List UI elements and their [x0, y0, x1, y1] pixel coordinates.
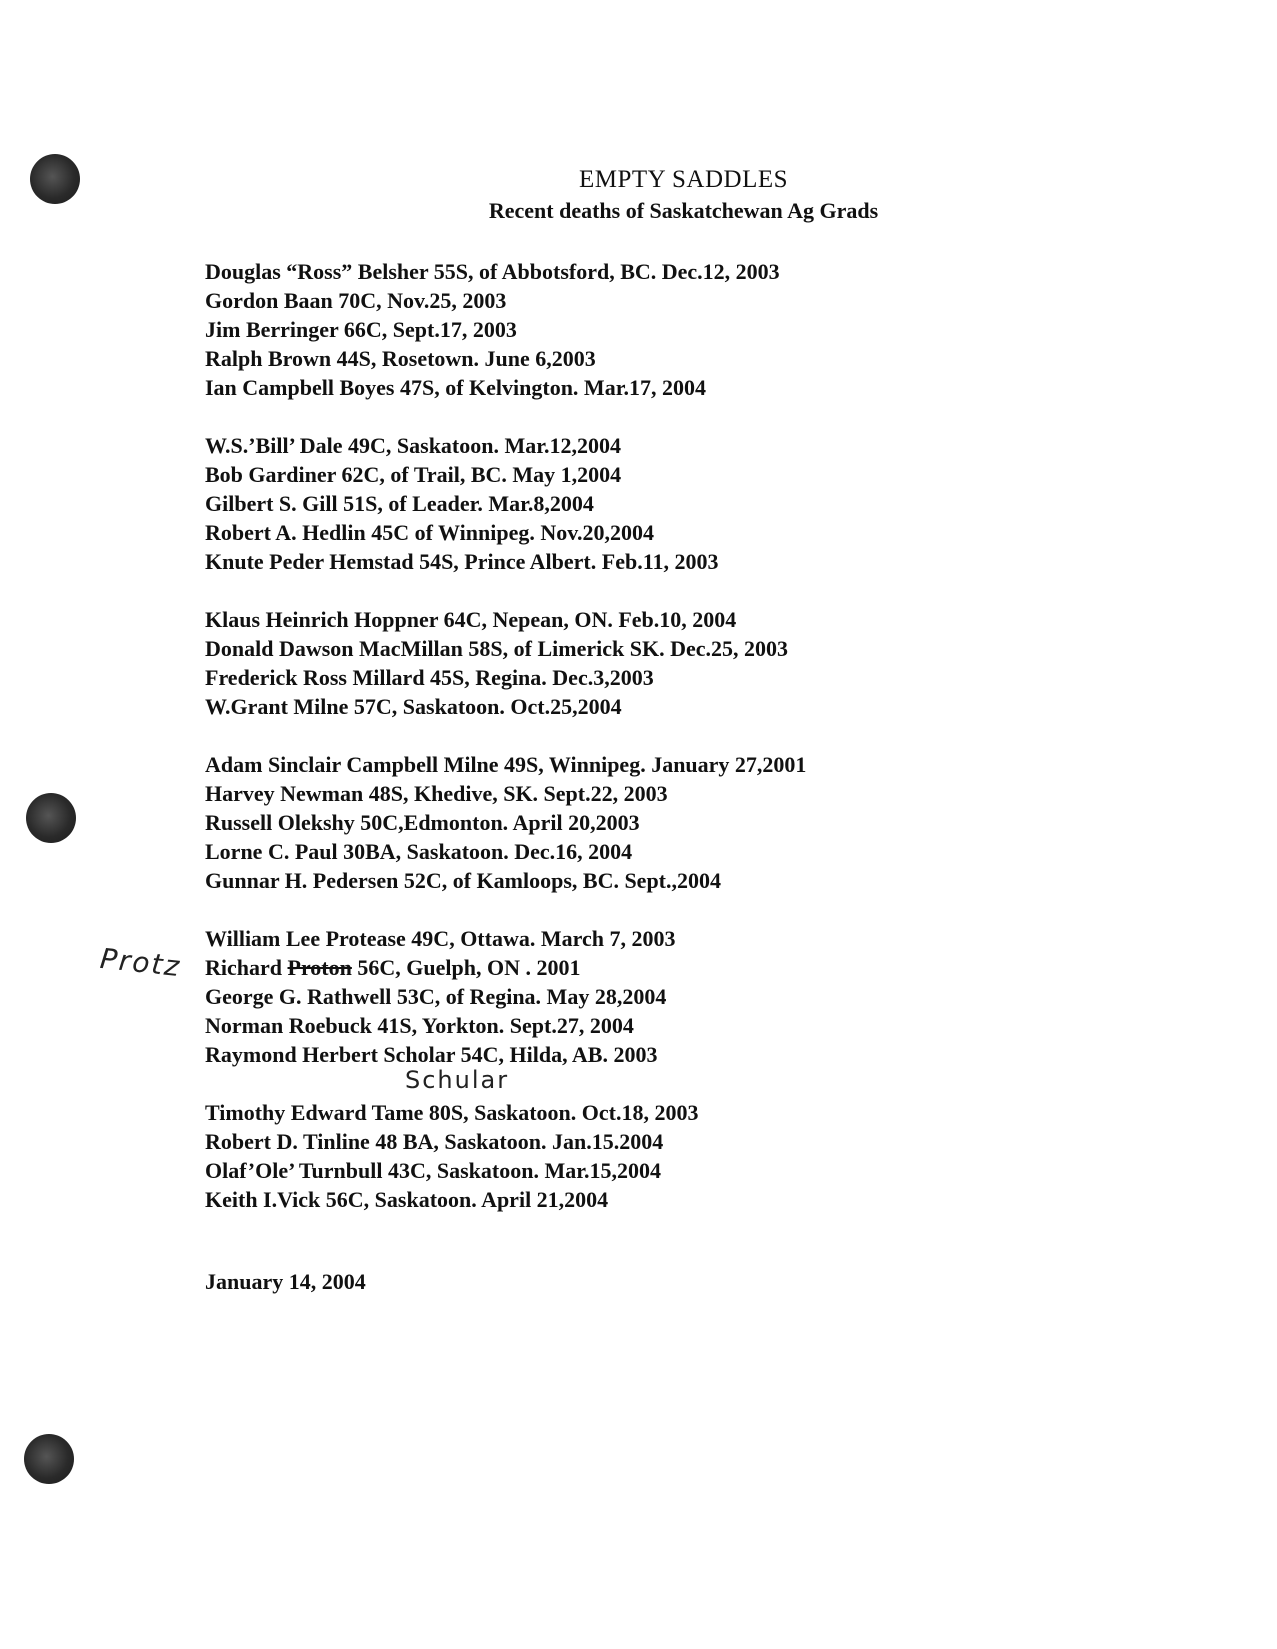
punch-hole — [24, 1434, 74, 1484]
list-item: Douglas “Ross” Belsher 55S, of Abbotsford, BC. Dec.12, 2003 — [205, 259, 780, 284]
entry-group — [205, 750, 1205, 895]
list-item: Adam Sinclair Campbell Milne 49S, Winnipeg. January 27,2001 — [205, 752, 807, 777]
list-item: Bob Gardiner 62C, of Trail, BC. May 1,2004 — [205, 462, 622, 487]
entry-group — [205, 605, 1205, 721]
punch-hole — [26, 793, 76, 843]
document-title: EMPTY SADDLES — [578, 166, 789, 193]
handwritten-margin-note: Protz — [98, 941, 183, 984]
list-item: Ralph Brown 44S, Rosetown. June 6,2003 — [205, 346, 596, 371]
entry-name-prefix: Richard — [205, 955, 288, 980]
list-item: Russell Olekshy 50C,Edmonton. April 20,2003 — [205, 810, 640, 835]
list-item: Olaf’Ole’ Turnbull 43C, Saskatoon. Mar.15,2004 — [205, 1158, 661, 1183]
list-item: Harvey Newman 48S, Khedive, SK. Sept.22, 2003 — [205, 781, 668, 806]
list-item: Keith I.Vick 56C, Saskatoon. April 21,2004 — [205, 1187, 609, 1212]
list-item: George G. Rathwell 53C, of Regina. May 28,2004 — [205, 984, 667, 1009]
list-item: Gunnar H. Pedersen 52C, of Kamloops, BC. Sept.,2004 — [205, 868, 722, 893]
list-item: W.Grant Milne 57C, Saskatoon. Oct.25,2004 — [205, 694, 622, 719]
list-item: W.S.’Bill’ Dale 49C, Saskatoon. Mar.12,2004 — [205, 433, 622, 458]
list-item: Jim Berringer 66C, Sept.17, 2003 — [205, 317, 517, 342]
list-item: Ian Campbell Boyes 47S, of Kelvington. Mar.17, 2004 — [205, 375, 706, 400]
entry-group — [205, 257, 1205, 402]
list-item: Robert D. Tinline 48 BA, Saskatoon. Jan.15.2004 — [205, 1129, 664, 1154]
list-item: Lorne C. Paul 30BA, Saskatoon. Dec.16, 2004 — [205, 839, 633, 864]
document-date: January 14, 2004 — [205, 1269, 366, 1294]
list-item: Robert A. Hedlin 45C of Winnipeg. Nov.20,2004 — [205, 520, 655, 545]
document-subtitle: Recent deaths of Saskatchewan Ag Grads — [488, 198, 879, 223]
handwritten-correction-note: Schular — [405, 1066, 510, 1094]
entry-group — [205, 924, 1205, 1069]
entry-details: 56C, Guelph, ON . 2001 — [351, 955, 581, 980]
obituary-list — [205, 257, 1205, 1243]
list-item: Knute Peder Hemstad 54S, Prince Albert. Feb.11, 2003 — [205, 549, 719, 574]
list-item: Gordon Baan 70C, Nov.25, 2003 — [205, 288, 507, 313]
list-item: Norman Roebuck 41S, Yorkton. Sept.27, 2004 — [205, 1013, 634, 1038]
list-item: Donald Dawson MacMillan 58S, of Limerick SK. Dec.25, 2003 — [205, 636, 788, 661]
list-item: Raymond Herbert Scholar 54C, Hilda, AB. 2003 — [205, 1042, 658, 1067]
entry-group — [205, 1098, 1205, 1214]
struck-surname: Proton — [287, 955, 352, 980]
list-item: Frederick Ross Millard 45S, Regina. Dec.3,2003 — [205, 665, 654, 690]
list-item: Gilbert S. Gill 51S, of Leader. Mar.8,2004 — [205, 491, 594, 516]
entry-group — [205, 431, 1205, 576]
list-item: Timothy Edward Tame 80S, Saskatoon. Oct.18, 2003 — [205, 1100, 699, 1125]
list-item: Klaus Heinrich Hoppner 64C, Nepean, ON. Feb.10, 2004 — [205, 607, 737, 632]
list-item: William Lee Protease 49C, Ottawa. March 7, 2003 — [205, 926, 676, 951]
list-item-with-strikethrough — [205, 953, 1205, 982]
